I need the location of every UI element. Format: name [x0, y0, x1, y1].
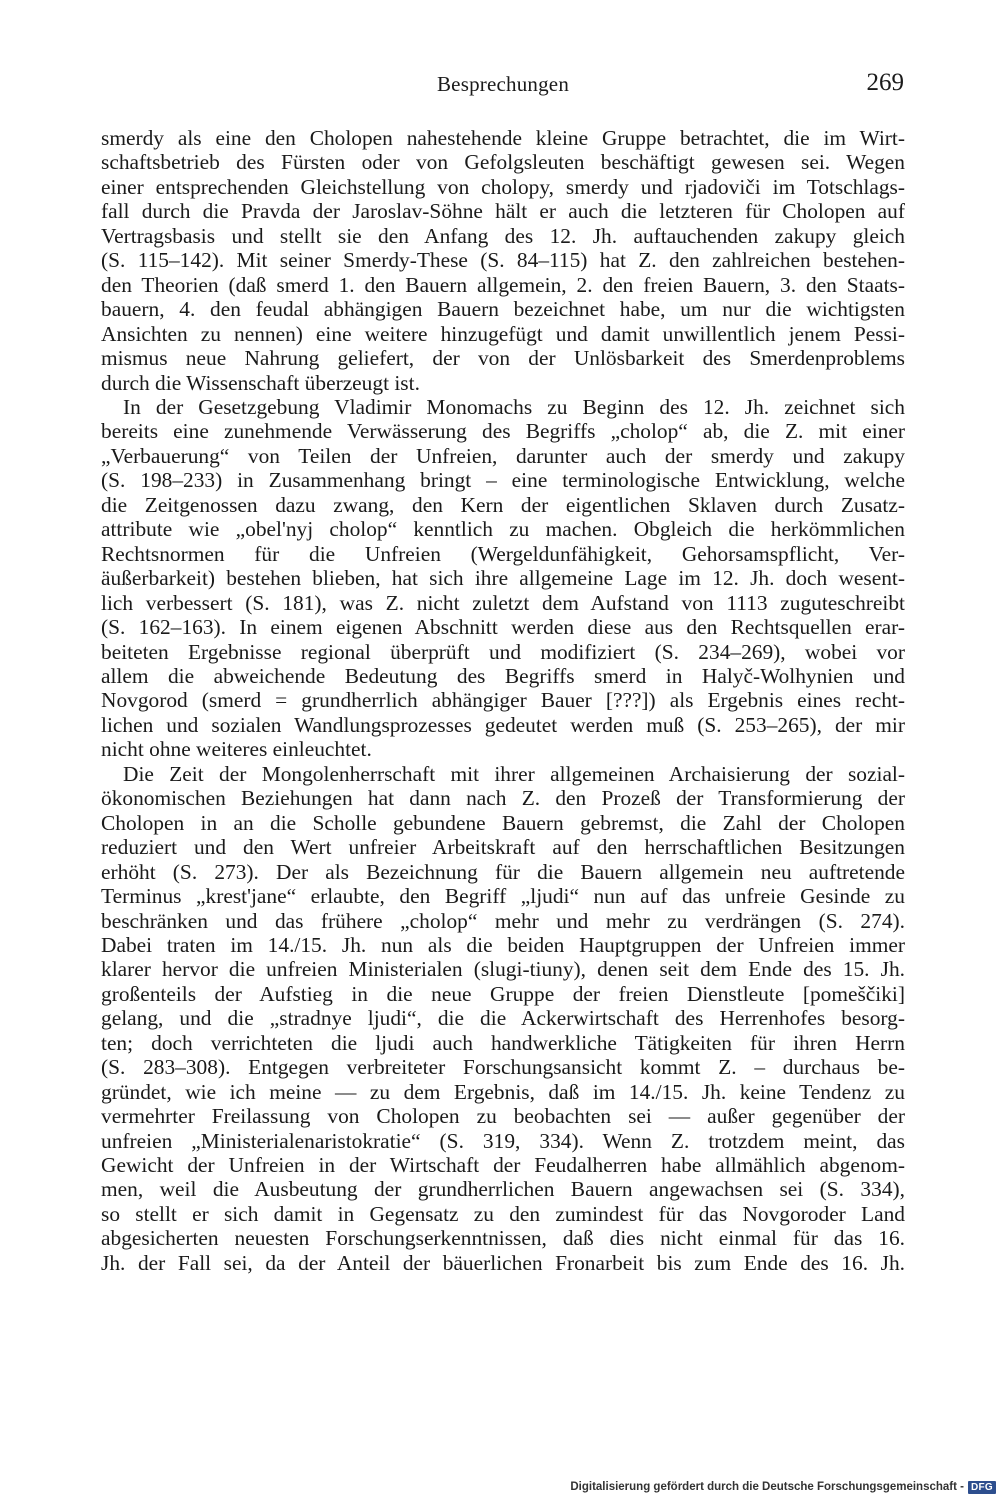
text-line: (S. 162–163). In einem eigenen Abschnitt werden diese aus den Rechtsquellen erar- — [101, 615, 905, 640]
text-line: lich verbessert (S. 181), was Z. nicht zuletzt dem Aufstand von 1113 zuguteschreibt — [101, 590, 905, 615]
text-line: Terminus „krest'jane“ erlaubte, den Begriff „ljudi“ nun auf das unfreie Gesinde zu — [101, 884, 905, 909]
text-line: Jh. der Fall sei, da der Anteil der bäuerlichen Fronarbeit bis zum Ende des 16. Jh. — [101, 1250, 905, 1275]
text-line: Die Zeit der Mongolenherrschaft mit ihrer allgemeinen Archaisierung der sozial- — [123, 761, 905, 786]
text-line: vermehrter Freilassung von Cholopen zu beobachten sei — außer gegenüber der — [101, 1104, 905, 1129]
text-line: men, weil die Ausbeutung der grundherrlichen Bauern angewachsen sei (S. 334), — [101, 1177, 905, 1202]
text-line: nicht ohne weiteres einleuchtet. — [101, 737, 372, 762]
paragraph-2 — [101, 395, 905, 762]
digitization-footer — [570, 1477, 996, 1497]
text-line: fall durch die Pravda der Jaroslav-Söhne hält er auch die letzteren für Cholopen auf — [101, 199, 905, 224]
text-line: allem die abweichende Bedeutung des Begriffs smerd in Halyč-Wolhynien und — [101, 663, 905, 688]
text-line: schaftsbetrieb des Fürsten oder von Gefolgsleuten beschäftigt gewesen sei. Wegen — [101, 150, 905, 175]
running-title: Besprechungen — [436, 72, 570, 96]
text-line: ökonomischen Beziehungen hat dann nach Z. den Prozeß der Transformierung der — [101, 786, 905, 811]
body-text — [101, 126, 905, 1275]
text-line: smerdy als eine den Cholopen nahestehende kleine Gruppe betrachtet, die im Wirt- — [101, 126, 905, 150]
text-line: gelang, und die „stradnye ljudi“, die die Ackerwirtschaft des Herrenhofes besorg- — [101, 1006, 905, 1031]
text-line: abgesicherten neuesten Forschungserkenntnissen, daß dies nicht einmal für das 16. — [101, 1226, 905, 1251]
text-line: Novgorod (smerd = grundherrlich abhängiger Bauer [???]) als Ergebnis eines recht- — [101, 688, 905, 713]
text-line: einer entsprechenden Gleichstellung von cholopy, smerdy und rjadoviči im Totschlags- — [101, 174, 905, 199]
text-line: bereits eine zunehmende Verwässerung des Begriffs „cholop“ ab, die Z. mit einer — [101, 419, 905, 444]
text-line: „Verbauerung“ von Teilen der Unfreien, darunter auch der smerdy und zakupy — [101, 443, 905, 468]
text-line: lichen und sozialen Wandlungsprozesses gedeutet werden muß (S. 253–265), der mir — [101, 712, 905, 737]
text-line: Ansichten zu nennen) eine weitere hinzugefügt und damit unwillentlich jenem Pessi- — [101, 321, 905, 346]
dfg-logo: DFG — [968, 1481, 996, 1494]
text-line: attribute wie „obel'nyj cholop“ kenntlich zu machen. Obgleich die herkömmlichen — [101, 517, 905, 542]
text-line: (S. 115–142). Mit seiner Smerdy-These (S. 84–115) hat Z. den zahlreichen bestehen- — [101, 248, 905, 273]
text-line: bauern, 4. den feudal abhängigen Bauern bezeichnet habe, um nur die wichtigsten — [101, 297, 905, 322]
text-line: durch die Wissenschaft überzeugt ist. — [101, 370, 420, 395]
paragraph-1 — [101, 126, 905, 395]
text-line: erhöht (S. 273). Der als Bezeichnung für die Bauern allgemein neu auftretende — [101, 859, 905, 884]
text-line: Vertragsbasis und stellt sie den Anfang des 12. Jh. auftauchenden zakupy gleich — [101, 223, 905, 248]
text-line: Dabei traten im 14./15. Jh. nun als die beiden Hauptgruppen der Unfreien immer — [101, 932, 905, 957]
text-line: mismus neue Nahrung geliefert, der von der Unlösbarkeit des Smerdenproblems — [101, 346, 905, 371]
text-line: beschränken und das frühere „cholop“ mehr und mehr zu verdrängen (S. 274). — [101, 908, 905, 933]
text-line: so stellt er sich damit in Gegensatz zu den zumindest für das Novgoroder Land — [101, 1201, 905, 1226]
running-head — [100, 69, 906, 106]
text-line: gründet, wie ich meine — zu dem Ergebnis, daß im 14./15. Jh. keine Tendenz zu — [101, 1079, 905, 1104]
page-number: 269 — [866, 69, 904, 96]
text-line: die Zeitgenossen dazu zwang, den Kern der eigentlichen Sklaven durch Zusatz- — [101, 492, 905, 517]
text-line: den Theorien (daß smerd 1. den Bauern allgemein, 2. den freien Bauern, 3. den Staats- — [101, 272, 905, 297]
text-line: (S. 283–308). Entgegen verbreiteter Forschungsansicht kommt Z. – durchaus be- — [101, 1055, 905, 1080]
text-line: reduziert und den Wert unfreier Arbeitskraft auf den herrschaftlichen Besitzungen — [101, 835, 905, 860]
text-line: unfreien „Ministerialenaristokratie“ (S. 319, 334). Wenn Z. trotzdem meint, das — [101, 1128, 905, 1153]
text-line: beiteten Ergebnisse regional überprüft und modifiziert (S. 234–269), wobei vor — [101, 639, 905, 664]
text-line: Gewicht der Unfreien in der Wirtschaft der Feudalherren habe allmählich abgenom- — [101, 1153, 905, 1178]
text-line: In der Gesetzgebung Vladimir Monomachs zu Beginn des 12. Jh. zeichnet sich — [123, 394, 905, 419]
text-line: großenteils der Aufstieg in die neue Gruppe der freien Dienstleute [pomeščiki] — [101, 981, 905, 1006]
text-line: äußerbarkeit) bestehen blieben, hat sich ihre allgemeine Lage im 12. Jh. doch wesent- — [101, 566, 905, 591]
text-line: ten; doch verrichteten die ljudi auch handwerkliche Tätigkeiten für ihren Herrn — [101, 1030, 905, 1055]
text-line: (S. 198–233) in Zusammenhang bringt – eine terminologische Entwicklung, welche — [101, 468, 905, 493]
text-line: klarer hervor die unfreien Ministerialen (slugi-tiuny), denen seit dem Ende des 15. Jh. — [101, 957, 905, 982]
funding-note: Digitalisierung gefördert durch die Deutsche Forschungsgemeinschaft - — [570, 1481, 964, 1493]
paragraph-3 — [101, 762, 905, 1276]
text-line: Cholopen in an die Scholle gebundene Bauern gebremst, die Zahl der Cholopen — [101, 810, 905, 835]
text-line: Rechtsnormen für die Unfreien (Wergeldunfähigkeit, Gehorsamspflicht, Ver- — [101, 541, 905, 566]
